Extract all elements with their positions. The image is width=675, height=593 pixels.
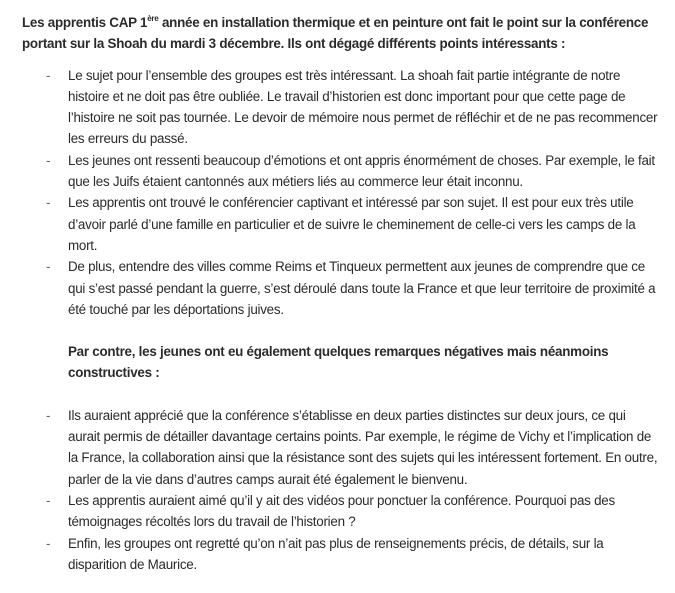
intro-text-start: Les apprentis CAP 1 [22, 15, 148, 30]
list-item-text: De plus, entendre des villes comme Reims et Tinqueux permettent aux jeunes de comprendre que ce qui s’est passé pendant la guerre, s’est déroulé dans toute la France et que leur territoire de proximité a été touché par les déportations juives. [68, 259, 656, 317]
intro-paragraph [22, 12, 662, 55]
dash-bullet-icon: - [46, 195, 51, 211]
dash-bullet-icon: - [46, 152, 51, 168]
dash-bullet-icon: - [46, 67, 51, 83]
list-item [22, 405, 658, 490]
dash-bullet-icon: - [46, 407, 51, 423]
list-item [22, 192, 658, 256]
dash-bullet-icon: - [46, 492, 51, 508]
intro-text-end: année en installation thermique et en peinture ont fait le point sur la conférence portant sur la Shoah du mardi 3 décembre. Ils ont dégagé différents points intéressants : [22, 15, 649, 52]
list-item-text: Les jeunes ont ressenti beaucoup d’émotions et ont appris énormément de choses. Par exemple, le fait que les Juifs étaient cantonnés aux métiers liés au commerce leur était inconnu. [68, 152, 655, 190]
negative-points-list [22, 405, 675, 575]
list-item [22, 490, 658, 533]
list-item [22, 256, 658, 320]
list-item [22, 533, 658, 576]
negative-remarks-heading: Par contre, les jeunes ont eu également quelques remarques négatives mais néanmoins constructives : [68, 344, 609, 381]
list-item-text: Les apprentis auraient aimé qu’il y ait des vidéos pour ponctuer la conférence. Pourquoi pas des témoignages récoltés lors du travail de l’historien ? [68, 492, 615, 530]
intro-superscript: ère [147, 14, 159, 23]
list-item-text: Les apprentis ont trouvé le conférencier captivant et intéressé par son sujet. Il est pour eux très utile d’avoir parlé d’une famille en particulier et de suivre le cheminement de celle-ci vers les camps de la mort. [68, 195, 636, 253]
dash-bullet-icon: - [46, 259, 51, 275]
list-item [22, 65, 658, 150]
list-item-text: Le sujet pour l’ensemble des groupes est très intéressant. La shoah fait partie intégrante de notre histoire et ne doit pas être oubliée. Le travail d’historien est donc important pour que cette page de l’histoire ne soit pas tournée. Le devoir de mémoire nous permet de réfléchir et de ne pas recommencer les erreurs du passé. [68, 67, 658, 147]
positive-points-list [22, 65, 675, 321]
list-item-text: Ils auraient apprécié que la conférence s’établisse en deux parties distinctes sur deux jours, ce qui aurait permis de détailler davantage certains points. Par exemple, le régime de Vichy et l’implication de la France, la collaboration ainsi que la résistance sont des sujets qui les intéressent fortement. En outre, parler de la vie dans d’autres camps aurait été également le bienvenu. [68, 407, 658, 487]
list-item [22, 150, 658, 193]
list-item-text: Enfin, les groupes ont regretté qu’on n’ait pas plus de renseignements précis, de détails, sur la disparition de Maurice. [68, 535, 604, 572]
dash-bullet-icon: - [46, 535, 51, 551]
